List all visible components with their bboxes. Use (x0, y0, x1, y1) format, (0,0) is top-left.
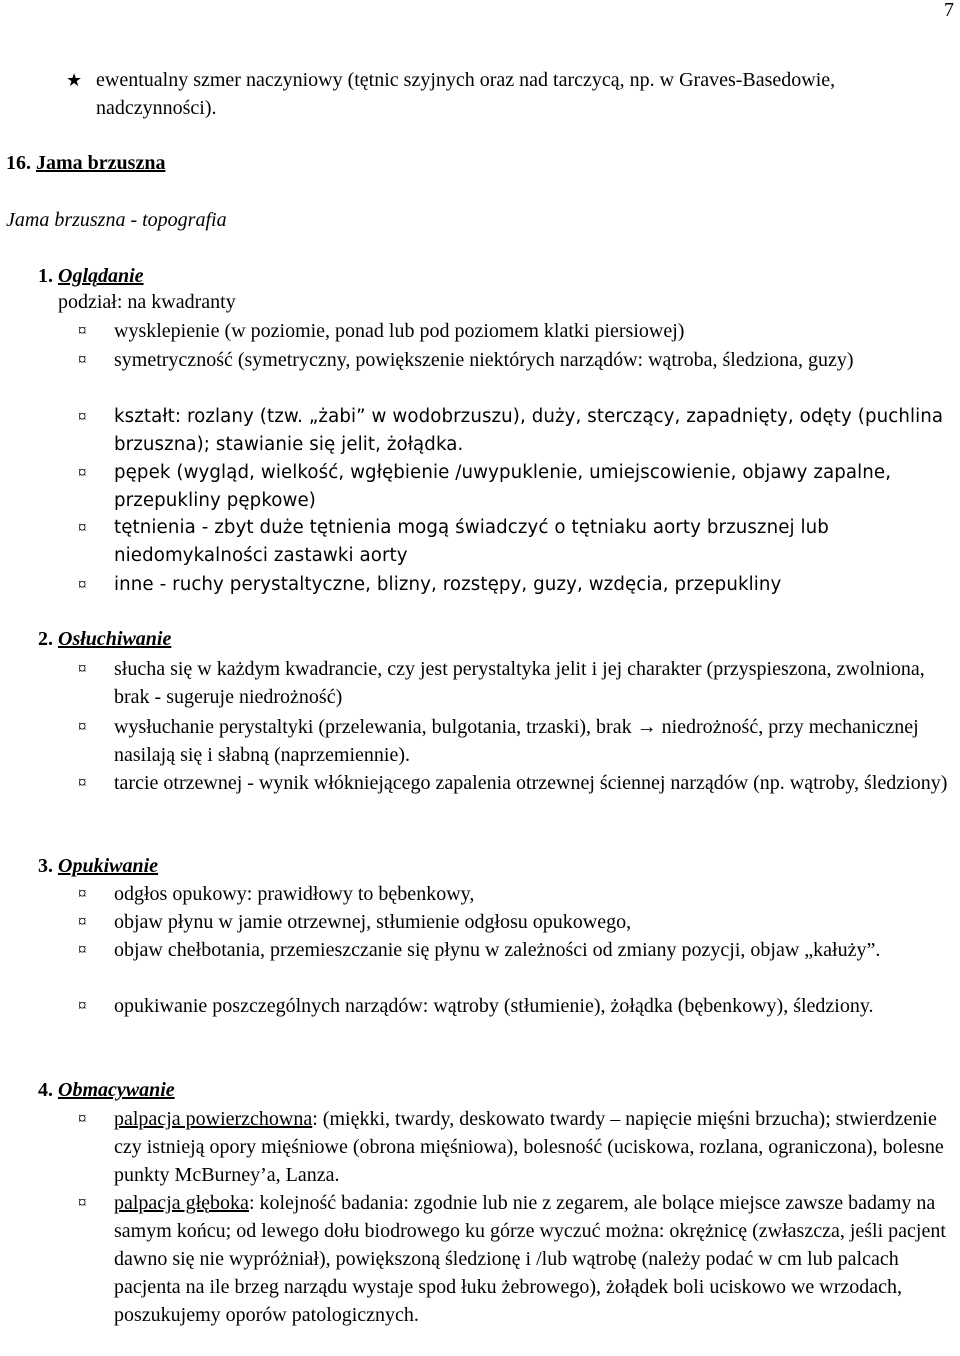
bullet-icon: ¤ (78, 1109, 87, 1128)
bullet-icon: ¤ (78, 350, 87, 369)
bullet-icon: ¤ (78, 912, 87, 931)
list-item-text: wysłuchanie perystaltyki (przelewania, bulgotania, trzaski), brak → niedrożność, przy mechanicznej nasilają się i słabną (naprzemiennie). (114, 716, 919, 766)
section-1-heading (38, 262, 144, 290)
section-1-subhead: podział: na kwadranty (58, 291, 236, 313)
section-1-number: 1. (38, 265, 53, 287)
palpacja-gleboka-label: palpacja głęboka (114, 1192, 249, 1214)
list-item-text: opukiwanie poszczególnych narządów: wątroby (stłumienie), żołądka (bębenkowy), śledziony. (114, 995, 874, 1017)
section-3-number: 3. (38, 855, 53, 877)
palpacja-powierzchowna-text: : (miękki, twardy, deskowato twardy – napięcie mięśni brzucha); stwierdzenie czy istnieją opory mięśniowe (obrona mięśniowa), bolesność (uciskowa, rozlana, ograniczona), bolesne punkty McBurney’a, Lanza. (114, 1108, 944, 1186)
bullet-icon: ¤ (78, 940, 87, 959)
section-16-number: 16. (6, 152, 31, 174)
section-4-title: Obmacywanie (58, 1079, 175, 1101)
section-3-heading (38, 852, 158, 880)
list-item-text: odgłos opukowy: prawidłowy to bębenkowy, (114, 883, 475, 905)
section-2-number: 2. (38, 628, 53, 650)
list-item-text: objaw płynu w jamie otrzewnej, stłumienie odgłosu opukowego, (114, 911, 632, 933)
subtitle: Jama brzuszna - topografia (6, 209, 227, 231)
list-item-text: inne - ruchy perystaltyczne, blizny, rozstępy, guzy, wzdęcia, przepukliny (114, 574, 782, 595)
list-item-text: pępek (wygląd, wielkość, wgłębienie /uwypuklenie, umiejscowienie, objawy zapalne, przepukliny pępkowe) (114, 462, 892, 511)
section-1-title: Oglądanie (58, 265, 144, 287)
palpacja-powierzchowna-label: palpacja powierzchowna (114, 1108, 313, 1130)
list-item-text: tętnienia - zbyt duże tętnienia mogą świadczyć o tętniaku aorty brzusznej lub niedomykalności zastawki aorty (114, 517, 829, 566)
bullet-icon: ¤ (78, 717, 87, 736)
palpacja-gleboka-text: : kolejność badania: zgodnie lub nie z zegarem, ale bolące miejsce zawsze badamy na samym końcu; od lewego dołu biodrowego ku górze wyczuć można: okrężnicę (zwłaszcza, jeśli pacjent dawno się nie wypróżniał), powiększoną śledzionę i /lub wątrobę (należy podać w cm lub palcach pacjenta na ile brzeg narządu wystaje spod łuku żebrowego), żołądek boli uciskowo we wrzodach, poszukujemy oporów patologicznych. (114, 1192, 946, 1326)
bullet-icon: ¤ (78, 1193, 87, 1212)
page-number: 7 (944, 0, 954, 21)
section-4-heading (38, 1076, 175, 1104)
section-4-number: 4. (38, 1079, 53, 1101)
bullet-icon: ¤ (78, 575, 87, 594)
bullet-icon: ¤ (78, 518, 87, 537)
section-3-title: Opukiwanie (58, 855, 159, 877)
section-2-title: Osłuchiwanie (58, 628, 172, 650)
list-item-text: wysklepienie (w poziomie, ponad lub pod poziomem klatki piersiowej) (114, 320, 685, 342)
bullet-icon: ¤ (78, 884, 87, 903)
star-icon: ★ (66, 70, 83, 90)
list-item-text: tarcie otrzewnej - wynik włókniejącego zapalenia otrzewnej ściennej narządów (np. wątroby, śledziony) (114, 772, 948, 794)
list-item-text: kształt: rozlany (tzw. „żabi” w wodobrzuszu), duży, sterczący, zapadnięty, odęty (puchlina brzuszna); stawianie się jelit, żołądka. (114, 406, 944, 455)
bullet-icon: ¤ (78, 463, 87, 482)
section-16-heading (6, 149, 165, 177)
section-2-heading (38, 625, 171, 653)
bullet-icon: ¤ (78, 659, 87, 678)
section-16-title: Jama brzuszna (36, 152, 166, 174)
bullet-icon: ¤ (78, 996, 87, 1015)
list-item-text: objaw chełbotania, przemieszczanie się płynu w zależności od zmiany pozycji, objaw „kałuży”. (114, 939, 881, 961)
list-item-text: słucha się w każdym kwadrancie, czy jest perystaltyka jelit i jej charakter (przyspieszona, zwolniona, brak - sugeruje niedrożność) (114, 658, 925, 708)
list-item-text (114, 1105, 954, 1189)
list-item-text: symetryczność (symetryczny, powiększenie niektórych narządów: wątroba, śledziona, guzy) (114, 349, 854, 371)
bullet-icon: ¤ (78, 407, 87, 426)
list-item-text (114, 1189, 954, 1329)
star-item-text: ewentualny szmer naczyniowy (tętnic szyjnych oraz nad tarczycą, np. w Graves-Basedowie, nadczynności). (96, 69, 836, 119)
bullet-icon: ¤ (78, 773, 87, 792)
bullet-icon: ¤ (78, 321, 87, 340)
